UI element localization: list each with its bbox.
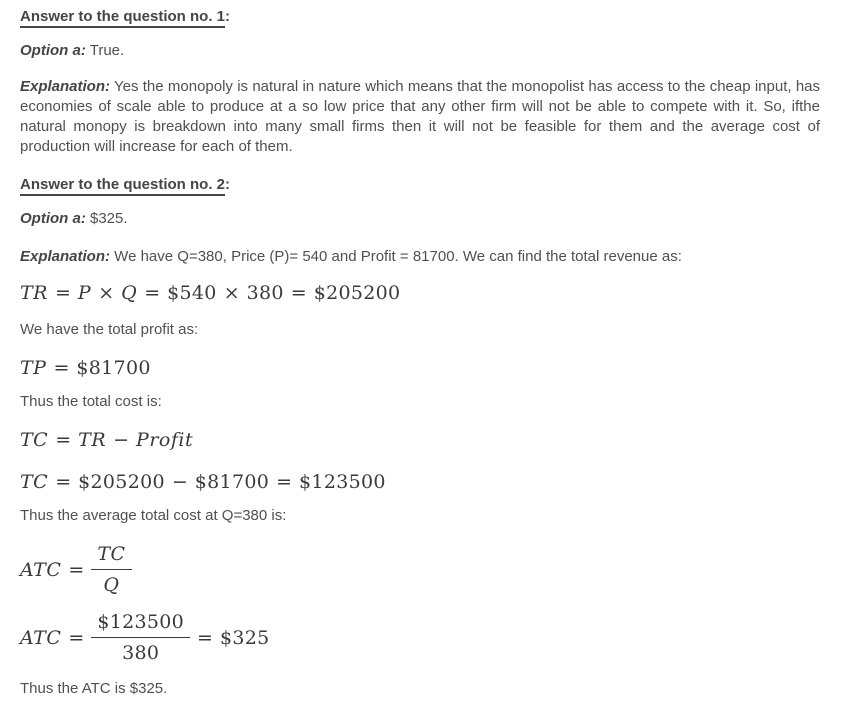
math-number: $81700 <box>194 471 270 493</box>
math-variable: TC <box>20 429 49 451</box>
math-number: $123500 <box>299 471 386 493</box>
math-operator: × <box>223 282 240 304</box>
answer-1-heading-colon: : <box>225 8 231 25</box>
math-operator: = <box>290 282 307 304</box>
statement-conclusion: Thus the ATC is $325. <box>20 680 168 697</box>
math-variable: Q <box>121 282 138 304</box>
answer-1-option-line <box>20 41 820 61</box>
math-number: $540 <box>167 282 217 304</box>
answer-2-heading <box>20 175 820 195</box>
math-variable: P <box>77 282 92 304</box>
answer-1-heading <box>20 7 820 27</box>
answer-2-heading-colon: : <box>225 176 231 193</box>
math-number: $205200 <box>78 471 165 493</box>
answer-2-explanation-line <box>20 247 820 267</box>
math-operator: = <box>54 282 71 304</box>
math-operator: − <box>113 429 130 451</box>
answer-1-explanation-label: Explanation: <box>20 78 111 95</box>
math-variable: TC <box>20 471 49 493</box>
math-variable: TR <box>78 429 107 451</box>
math-operator: − <box>171 471 188 493</box>
formula-total-revenue <box>20 281 820 305</box>
math-operator: = <box>55 471 72 493</box>
answer-1-section <box>20 7 820 157</box>
fraction-denominator: 380 <box>122 642 160 664</box>
fraction-numerator: $123500 <box>91 610 190 638</box>
formula-atc-definition <box>20 542 820 597</box>
math-number: 380 <box>246 282 284 304</box>
math-operator: × <box>98 282 115 304</box>
math-number: $325 <box>219 626 270 649</box>
math-variable: ATC <box>20 558 62 581</box>
answer-1-option-value: True. <box>85 42 125 59</box>
math-variable: ATC <box>20 626 62 649</box>
answer-2-option-label: Option a: <box>20 210 86 227</box>
math-operator: = <box>68 558 85 581</box>
fraction-denominator: Q <box>103 574 120 596</box>
math-number: $205200 <box>313 282 401 304</box>
answer-1-heading-text: Answer to the question no. 1 <box>20 8 225 28</box>
formula-atc-calculation <box>20 610 820 665</box>
answer-2-option-value: $325. <box>85 210 128 227</box>
math-operator: = <box>144 282 161 304</box>
answer-1-explanation-text: Yes the monopoly is natural in nature which means that the monopolist has access to the cheap input, has economies of scale able to produce at a so low price that any other firm will not be able to compete with it. So, ifthe natural monopy is breakdown into many small firms then it will not be feasible for them and the average cost of production will increase for each of them. <box>20 78 820 155</box>
answer-2-explanation-label: Explanation: <box>20 248 111 265</box>
answer-2-option-line <box>20 209 820 229</box>
math-variable: TR <box>20 282 48 304</box>
formula-total-cost-definition <box>20 428 820 452</box>
math-operator: = <box>53 357 70 379</box>
answer-2-section <box>20 175 820 699</box>
statement-total-profit: We have the total profit as: <box>20 321 199 338</box>
math-operator: = <box>276 471 293 493</box>
statement-average-total-cost: Thus the average total cost at Q=380 is: <box>20 507 287 524</box>
math-fraction <box>91 542 131 597</box>
formula-total-profit <box>20 356 820 380</box>
math-operator: = <box>197 626 213 649</box>
answer-2-explanation-text: We have Q=380, Price (P)= 540 and Profit = 81700. We can find the total revenue as: <box>110 248 682 265</box>
statement-total-cost: Thus the total cost is: <box>20 393 162 410</box>
math-fraction <box>91 610 190 665</box>
answer-2-heading-text: Answer to the question no. 2 <box>20 176 225 196</box>
math-variable: TP <box>20 357 47 379</box>
formula-total-cost-calculation <box>20 470 820 494</box>
answer-1-option-label: Option a: <box>20 42 86 59</box>
math-variable: Profit <box>136 429 194 451</box>
answer-1-explanation-paragraph <box>20 77 820 157</box>
math-operator: = <box>55 429 72 451</box>
math-number: $81700 <box>76 357 151 379</box>
math-operator: = <box>68 626 85 649</box>
fraction-numerator: TC <box>91 542 131 570</box>
